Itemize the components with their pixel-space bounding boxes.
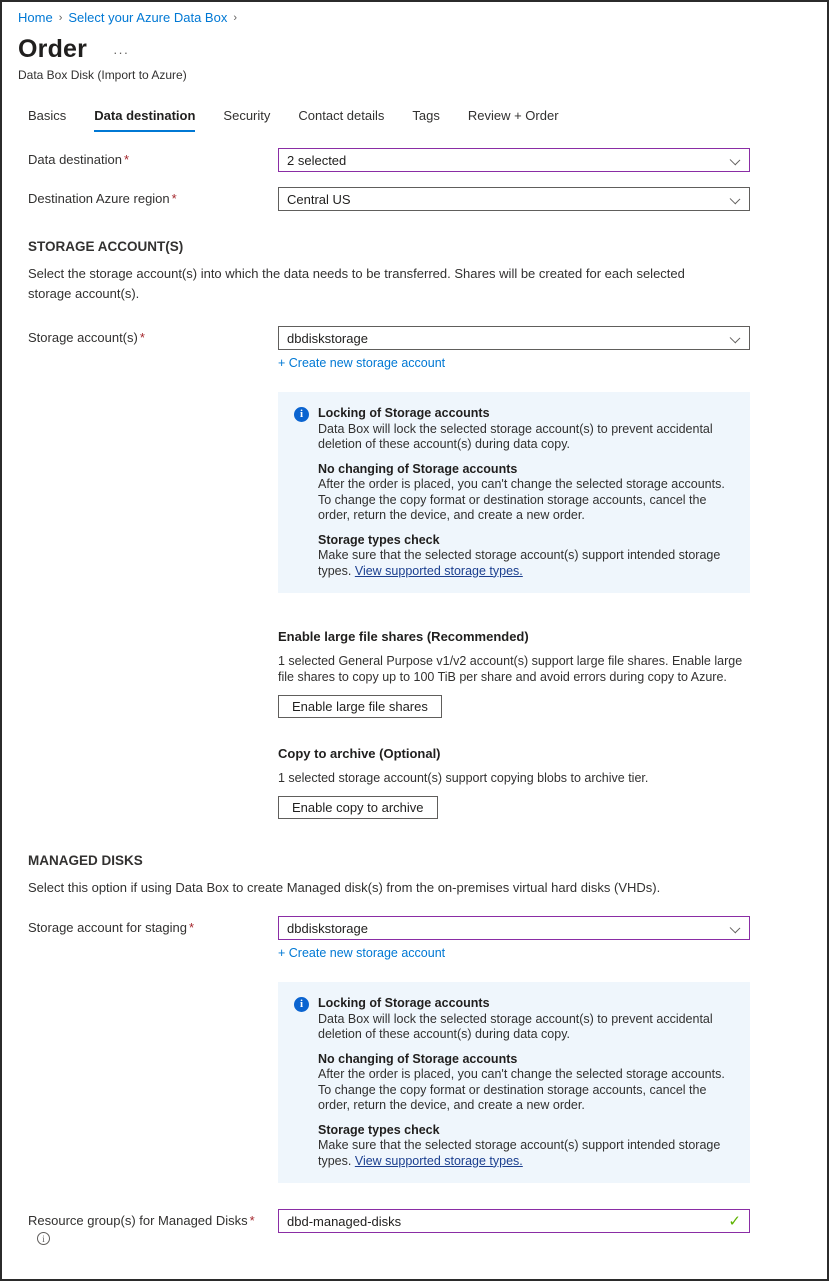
info-body-text: Make sure that the selected storage account(s) support intended storage types.: [318, 548, 721, 578]
more-actions-icon[interactable]: ···: [113, 45, 130, 60]
info-title: Locking of Storage accounts: [318, 996, 490, 1010]
copy-to-archive-heading: Copy to archive (Optional): [278, 746, 441, 761]
region-dropdown[interactable]: [278, 187, 750, 211]
breadcrumb: [2, 2, 827, 25]
managed-disks-heading: MANAGED DISKS: [28, 853, 143, 868]
page-subtitle: Data Box Disk (Import to Azure): [18, 68, 187, 82]
resource-group-label: [28, 1209, 278, 1245]
storage-accounts-label: [28, 326, 278, 345]
info-body: Data Box will lock the selected storage account(s) to prevent accidental deletion of these account(s) during data copy.: [318, 421, 713, 451]
enable-copy-to-archive-button[interactable]: Enable copy to archive: [278, 796, 438, 819]
required-asterisk: *: [189, 920, 195, 935]
large-file-shares-section: [278, 629, 758, 718]
label-text: Resource group(s) for Managed Disks: [28, 1213, 248, 1228]
label-text: Storage account(s): [28, 330, 138, 345]
create-staging-account-link[interactable]: + Create new storage account: [278, 946, 446, 960]
input-value: dbd-managed-disks: [287, 1213, 402, 1229]
copy-to-archive-section: [278, 746, 758, 819]
label-text: Storage account for staging: [28, 920, 187, 935]
enable-large-file-shares-button[interactable]: Enable large file shares: [278, 695, 442, 718]
info-icon: i: [294, 407, 309, 422]
chevron-down-icon: [730, 155, 741, 166]
storage-info-box: [278, 392, 750, 593]
info-body: Data Box will lock the selected storage account(s) to prevent accidental deletion of these account(s) during data copy.: [318, 1011, 713, 1041]
info-body-text: Make sure that the selected storage account(s) support intended storage types.: [318, 1138, 721, 1168]
tab-data-destination[interactable]: Data destination: [94, 108, 195, 132]
info-title: No changing of Storage accounts: [318, 1051, 518, 1066]
info-title: No changing of Storage accounts: [318, 461, 518, 476]
breadcrumb-separator: ›: [58, 11, 63, 24]
data-destination-label: [28, 148, 278, 167]
storage-accounts-heading: STORAGE ACCOUNT(S): [28, 239, 184, 254]
region-label: [28, 187, 278, 206]
data-destination-dropdown[interactable]: [278, 148, 750, 172]
staging-account-dropdown[interactable]: [278, 916, 750, 940]
resource-group-input[interactable]: [278, 1209, 750, 1233]
chevron-down-icon: [730, 194, 741, 205]
info-body: [318, 548, 734, 579]
view-storage-types-link[interactable]: View supported storage types.: [354, 563, 523, 578]
tab-security[interactable]: Security: [223, 108, 271, 123]
tab-basics[interactable]: Basics: [28, 108, 67, 123]
chevron-down-icon: [730, 333, 741, 344]
label-text: Destination Azure region: [28, 191, 170, 206]
info-title: Storage types check: [318, 1122, 440, 1137]
create-storage-account-link[interactable]: + Create new storage account: [278, 356, 446, 370]
dropdown-value: Central US: [287, 191, 351, 207]
managed-disks-description: Select this option if using Data Box to create Managed disk(s) from the on-premises virtual hard disks (VHDs).: [28, 880, 661, 895]
info-tooltip-icon[interactable]: i: [37, 1232, 50, 1245]
required-asterisk: *: [249, 1213, 255, 1228]
info-title: Storage types check: [318, 532, 440, 547]
staging-info-box: [278, 982, 750, 1183]
storage-account-dropdown[interactable]: [278, 326, 750, 350]
info-body: After the order is placed, you can't change the selected storage accounts. To change the copy format or destination storage accounts, cancel the order, return the device, and create a new order.: [318, 477, 725, 522]
label-text: Data destination: [28, 152, 122, 167]
info-icon: i: [294, 997, 309, 1012]
page-title: Order: [18, 35, 88, 63]
tab-tags[interactable]: Tags: [412, 108, 440, 123]
tab-review-order[interactable]: Review + Order: [467, 108, 559, 123]
view-storage-types-link[interactable]: View supported storage types.: [354, 1153, 523, 1168]
staging-account-label: [28, 916, 278, 935]
breadcrumb-separator: ›: [233, 11, 238, 24]
dropdown-value: dbdiskstorage: [287, 920, 368, 936]
copy-to-archive-description: 1 selected storage account(s) support copying blobs to archive tier.: [278, 771, 649, 785]
storage-accounts-description: Select the storage account(s) into which the data needs to be transferred. Shares will be created for each selected storage account(s).: [28, 266, 685, 301]
chevron-down-icon: [730, 923, 741, 934]
info-body: [318, 1138, 734, 1169]
required-asterisk: *: [123, 152, 130, 167]
required-asterisk: *: [139, 330, 145, 345]
large-file-shares-description: 1 selected General Purpose v1/v2 account(s) support large file shares. Enable large file shares to copy up to 100 TiB per share and avoid errors during copy to Azure.: [278, 654, 743, 684]
info-title: Locking of Storage accounts: [318, 406, 490, 420]
required-asterisk: *: [171, 191, 177, 206]
info-body: After the order is placed, you can't change the selected storage accounts. To change the copy format or destination storage accounts, cancel the order, return the device, and create a new order.: [318, 1067, 725, 1112]
breadcrumb-home[interactable]: Home: [18, 10, 53, 25]
tab-bar: [2, 82, 827, 132]
valid-check-icon: ✓: [728, 1213, 741, 1230]
breadcrumb-select-data-box[interactable]: Select your Azure Data Box: [68, 10, 228, 25]
tab-contact-details[interactable]: Contact details: [298, 108, 385, 123]
large-file-shares-heading: Enable large file shares (Recommended): [278, 629, 529, 644]
dropdown-value: 2 selected: [287, 152, 347, 168]
dropdown-value: dbdiskstorage: [287, 330, 368, 346]
